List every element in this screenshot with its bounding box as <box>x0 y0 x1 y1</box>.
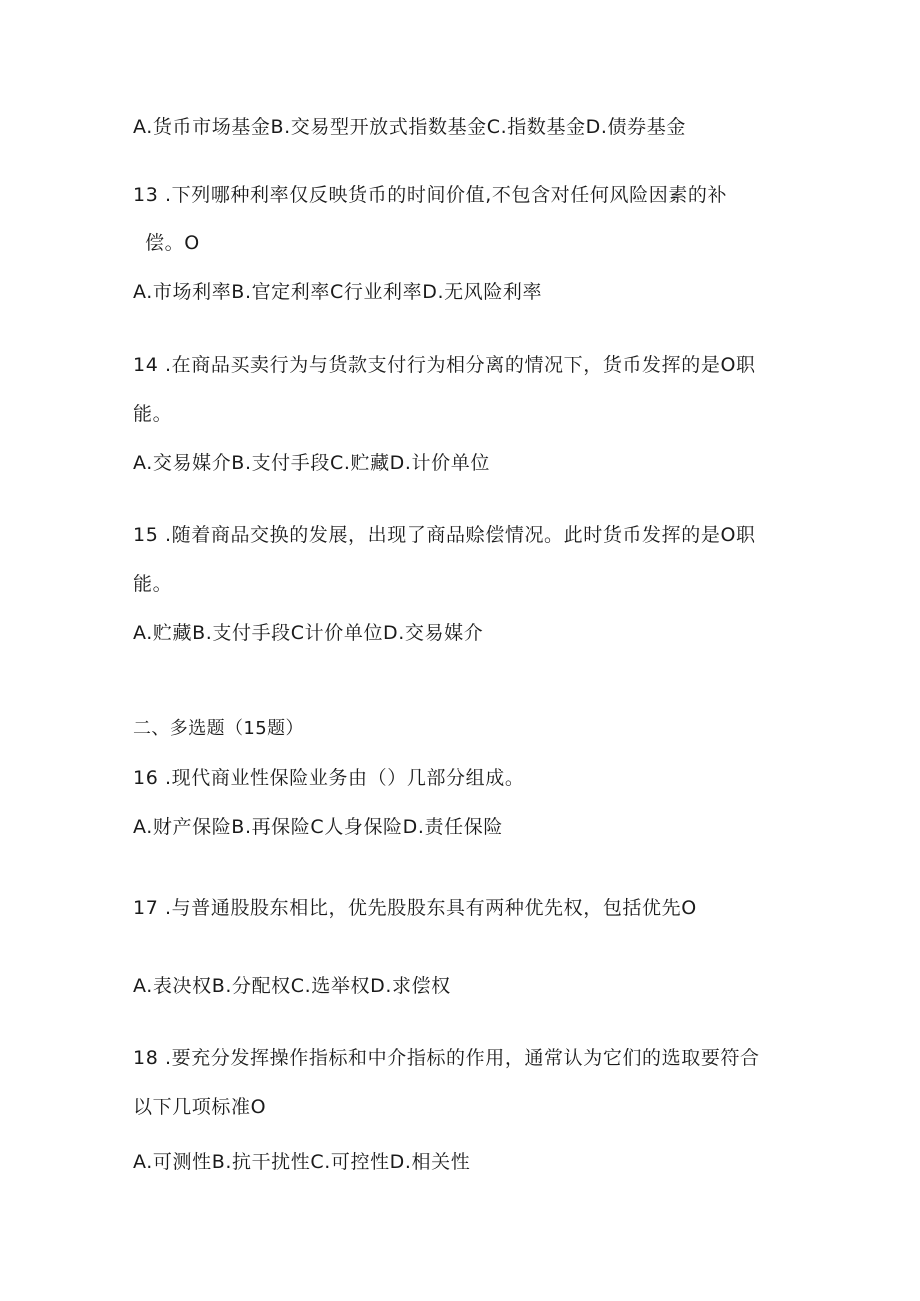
q14-options: A.交易媒介B.支付手段C.贮藏D.计价单位 <box>133 452 490 474</box>
q14-text-cont: 能。 <box>133 403 173 425</box>
q17-options: A.表决权B.分配权C.选举权D.求偿权 <box>133 975 451 997</box>
q16-text: 16 .现代商业性保险业务由（）几部分组成。 <box>133 767 525 789</box>
q15-text: 15 .随着商品交换的发展，出现了商品赊偿情况。此时货币发挥的是O职 <box>133 524 756 546</box>
q15-options: A.贮藏B.支付手段C计价单位D.交易媒介 <box>133 622 484 644</box>
q13-text-cont: 偿。O <box>145 232 200 254</box>
q18-text-cont: 以下几项标准O <box>133 1096 267 1118</box>
q16-options: A.财产保险B.再保险C人身保险D.责任保险 <box>133 816 503 838</box>
q15-text-cont: 能。 <box>133 573 173 595</box>
q12-options: A.货币市场基金B.交易型开放式指数基金C.指数基金D.债券基金 <box>133 116 686 138</box>
q14-text: 14 .在商品买卖行为与货款支付行为相分离的情况下，货币发挥的是O职 <box>133 354 756 376</box>
q18-text: 18 .要充分发挥操作指标和中介指标的作用，通常认为它们的选取要符合 <box>133 1047 760 1069</box>
q13-options: A.市场利率B.官定利率C行业利率D.无风险利率 <box>133 281 543 303</box>
section-heading: 二、多选题（15题） <box>133 718 304 739</box>
q18-options: A.可测性B.抗干扰性C.可控性D.相关性 <box>133 1151 471 1173</box>
q17-text: 17 .与普通股股东相比，优先股股东具有两种优先权，包括优先O <box>133 897 697 919</box>
q13-text: 13 .下列哪种利率仅反映货币的时间价值,不包含对任何风险因素的补 <box>133 184 728 206</box>
